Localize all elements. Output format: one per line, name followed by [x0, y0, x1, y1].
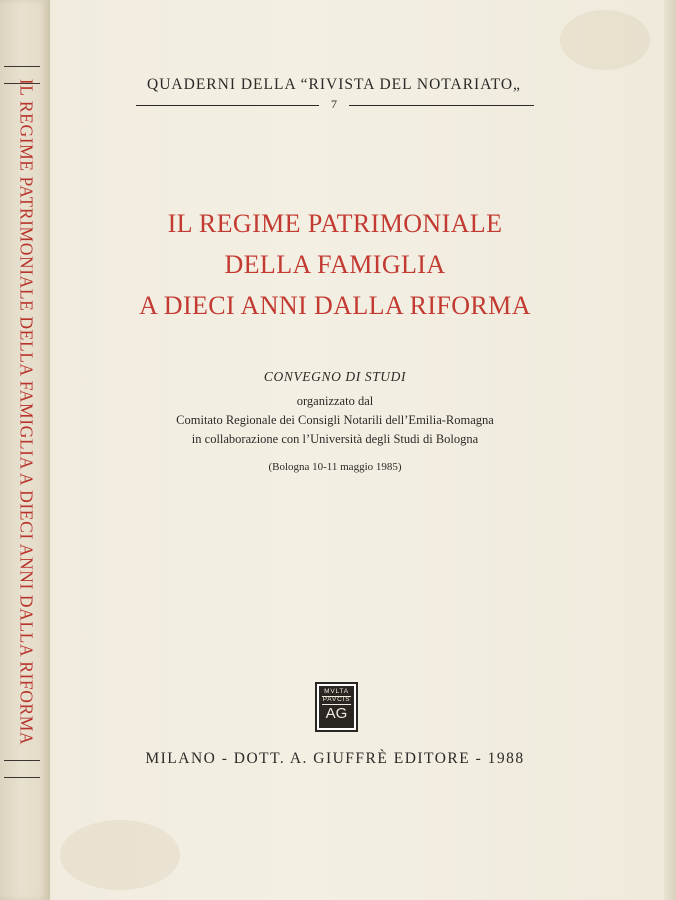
- organized-by: organizzato dal: [296, 394, 374, 408]
- spine-title: IL REGIME PATRIMONIALE DELLA FAMIGLIA A DIECI ANNI DALLA RIFORMA: [16, 78, 37, 746]
- series-title: QUADERNI DELLA “RIVISTA DEL NOTARIATO„: [147, 76, 521, 93]
- page-edge: [664, 0, 676, 900]
- book-spine: [0, 0, 50, 900]
- event-date: (Bologna 10-11 maggio 1985): [268, 461, 402, 473]
- paper-stain: [60, 820, 180, 890]
- title-line-3: A DIECI ANNI DALLA RIFORMA: [139, 291, 531, 320]
- series-rule-right: [349, 105, 534, 106]
- logo-initials: AG: [325, 705, 348, 722]
- title-line-2: DELLA FAMIGLIA: [224, 250, 446, 279]
- event-name: CONVEGNO DI STUDI: [263, 369, 407, 384]
- publisher-logo: [315, 682, 358, 732]
- series-number: 7: [331, 97, 337, 111]
- series-rule-left: [136, 105, 319, 106]
- publisher-logo-field: [319, 686, 354, 728]
- collaboration-line: in collaborazione con l’Università degli Studi di Bologna: [191, 432, 479, 446]
- logo-motto-1: MVLTA: [324, 688, 349, 695]
- committee-name: Comitato Regionale dei Consigli Notarili dell’Emilia-Romagna: [176, 413, 494, 427]
- title-line-1: IL REGIME PATRIMONIALE: [167, 209, 503, 238]
- spine-rule-bottom: [4, 760, 40, 778]
- logo-motto-2: PAVCIS: [322, 696, 351, 703]
- publisher-imprint: MILANO - DOTT. A. GIUFFRÈ EDITORE - 1988: [145, 750, 525, 767]
- paper-stain: [560, 10, 650, 70]
